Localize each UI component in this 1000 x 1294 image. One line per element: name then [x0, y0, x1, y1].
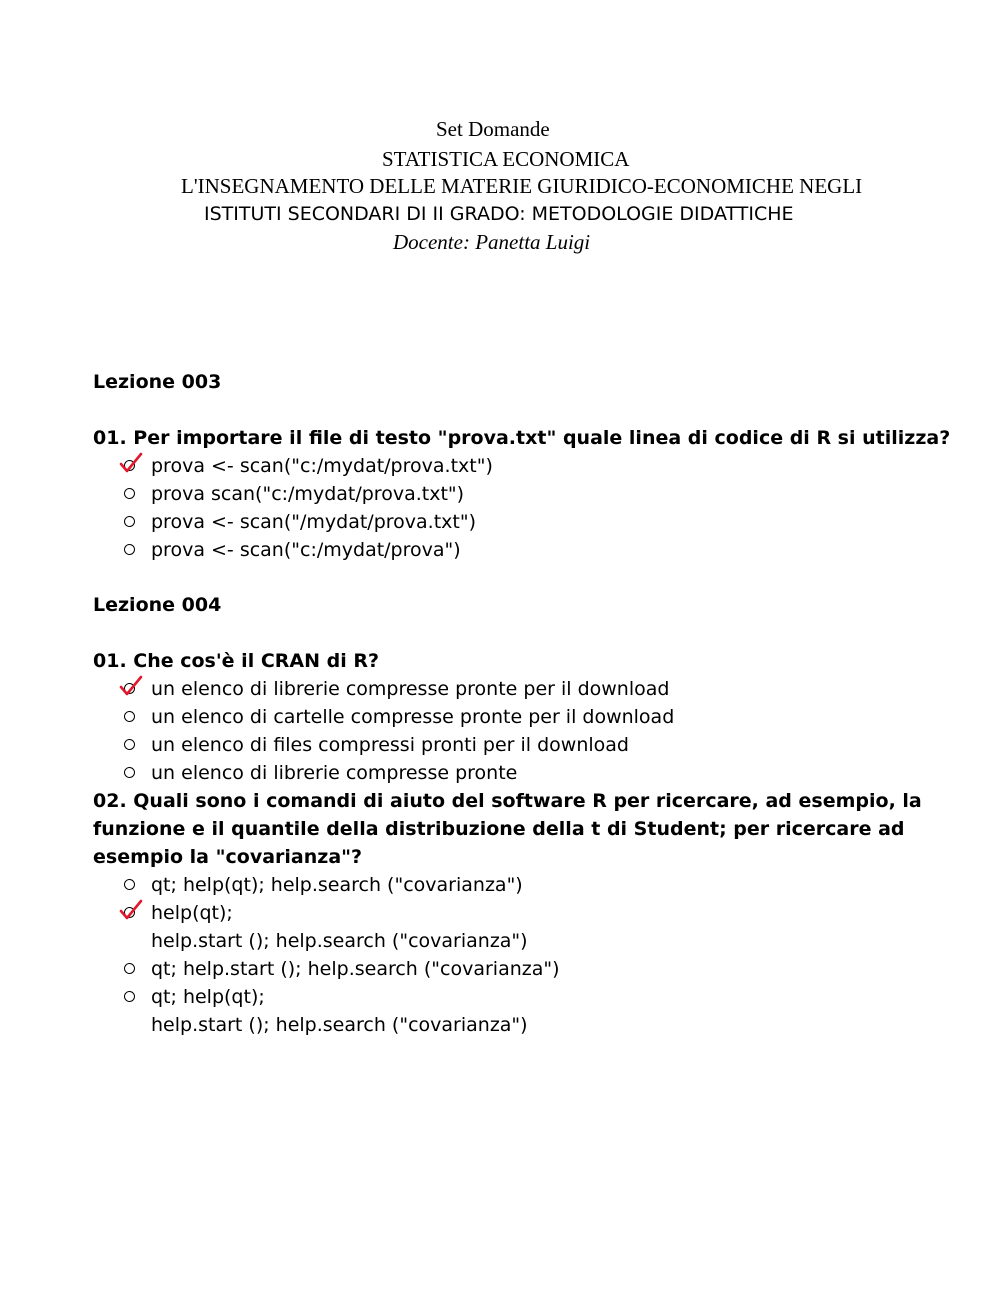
option-text: help.start (); help.search ("covarianza"): [151, 1014, 528, 1036]
option-text: prova <- scan("c:/mydat/prova.txt"): [151, 455, 493, 477]
check-mark-icon: [118, 673, 144, 699]
question-text: 01. Che cos'è il CRAN di R?: [93, 650, 380, 672]
circle-bullet-icon: [124, 963, 135, 974]
option-text: prova <- scan("/mydat/prova.txt"): [151, 511, 477, 533]
answer-option: [122, 731, 629, 759]
answer-option: [122, 899, 528, 955]
option-text: qt; help.start (); help.search ("covarianza"): [151, 958, 560, 980]
answer-option: [122, 480, 464, 508]
circle-bullet-icon: [124, 711, 135, 722]
option-text: un elenco di files compressi pronti per il download: [151, 734, 629, 756]
course-title: STATISTICA ECONOMICA: [382, 147, 630, 171]
subtitle-line-1: L'INSEGNAMENTO DELLE MATERIE GIURIDICO-ECONOMICHE NEGLI: [181, 174, 863, 198]
option-text: qt; help(qt); help.search ("covarianza"): [151, 874, 523, 896]
circle-bullet-icon: [124, 516, 135, 527]
circle-bullet-icon: [124, 488, 135, 499]
option-text: prova <- scan("c:/mydat/prova"): [151, 539, 461, 561]
option-text: un elenco di librerie compresse pronte per il download: [151, 678, 670, 700]
circle-bullet-icon: [124, 739, 135, 750]
answer-option: [122, 508, 476, 536]
answer-option: [122, 452, 493, 480]
question-text: 01. Per importare il file di testo "prova.txt" quale linea di codice di R si utilizza?: [93, 427, 951, 449]
circle-bullet-icon: [124, 991, 135, 1002]
option-text: prova scan("c:/mydat/prova.txt"): [151, 483, 465, 505]
answer-option: [122, 675, 669, 703]
teacher-name: Docente: Panetta Luigi: [393, 230, 591, 254]
question-text-line: funzione e il quantile della distribuzione della t di Student; per ricercare ad: [93, 818, 905, 840]
question-text-line: esempio la "covarianza"?: [93, 846, 363, 868]
lesson-title: Lezione 003: [93, 371, 222, 393]
set-title: Set Domande: [436, 117, 550, 141]
answer-option: [122, 983, 528, 1039]
option-text: un elenco di cartelle compresse pronte per il download: [151, 706, 675, 728]
circle-bullet-icon: [124, 767, 135, 778]
option-text: help(qt);: [151, 902, 233, 924]
check-mark-icon: [118, 897, 144, 923]
answer-option: [122, 955, 560, 983]
circle-bullet-icon: [124, 544, 135, 555]
question-text-line: 02. Quali sono i comandi di aiuto del software R per ricercare, ad esempio, la: [93, 790, 922, 812]
lesson-title: Lezione 004: [93, 594, 222, 616]
answer-option: [122, 536, 461, 564]
option-text: un elenco di librerie compresse pronte: [151, 762, 518, 784]
option-text: qt; help(qt);: [151, 986, 265, 1008]
subtitle-line-2: ISTITUTI SECONDARI DI II GRADO: METODOLOGIE DIDATTICHE: [204, 203, 794, 225]
circle-bullet-icon: [124, 879, 135, 890]
answer-option: [122, 703, 674, 731]
answer-option: [122, 871, 523, 899]
check-mark-icon: [118, 450, 144, 476]
answer-option: [122, 759, 517, 787]
option-text: help.start (); help.search ("covarianza"): [151, 930, 528, 952]
